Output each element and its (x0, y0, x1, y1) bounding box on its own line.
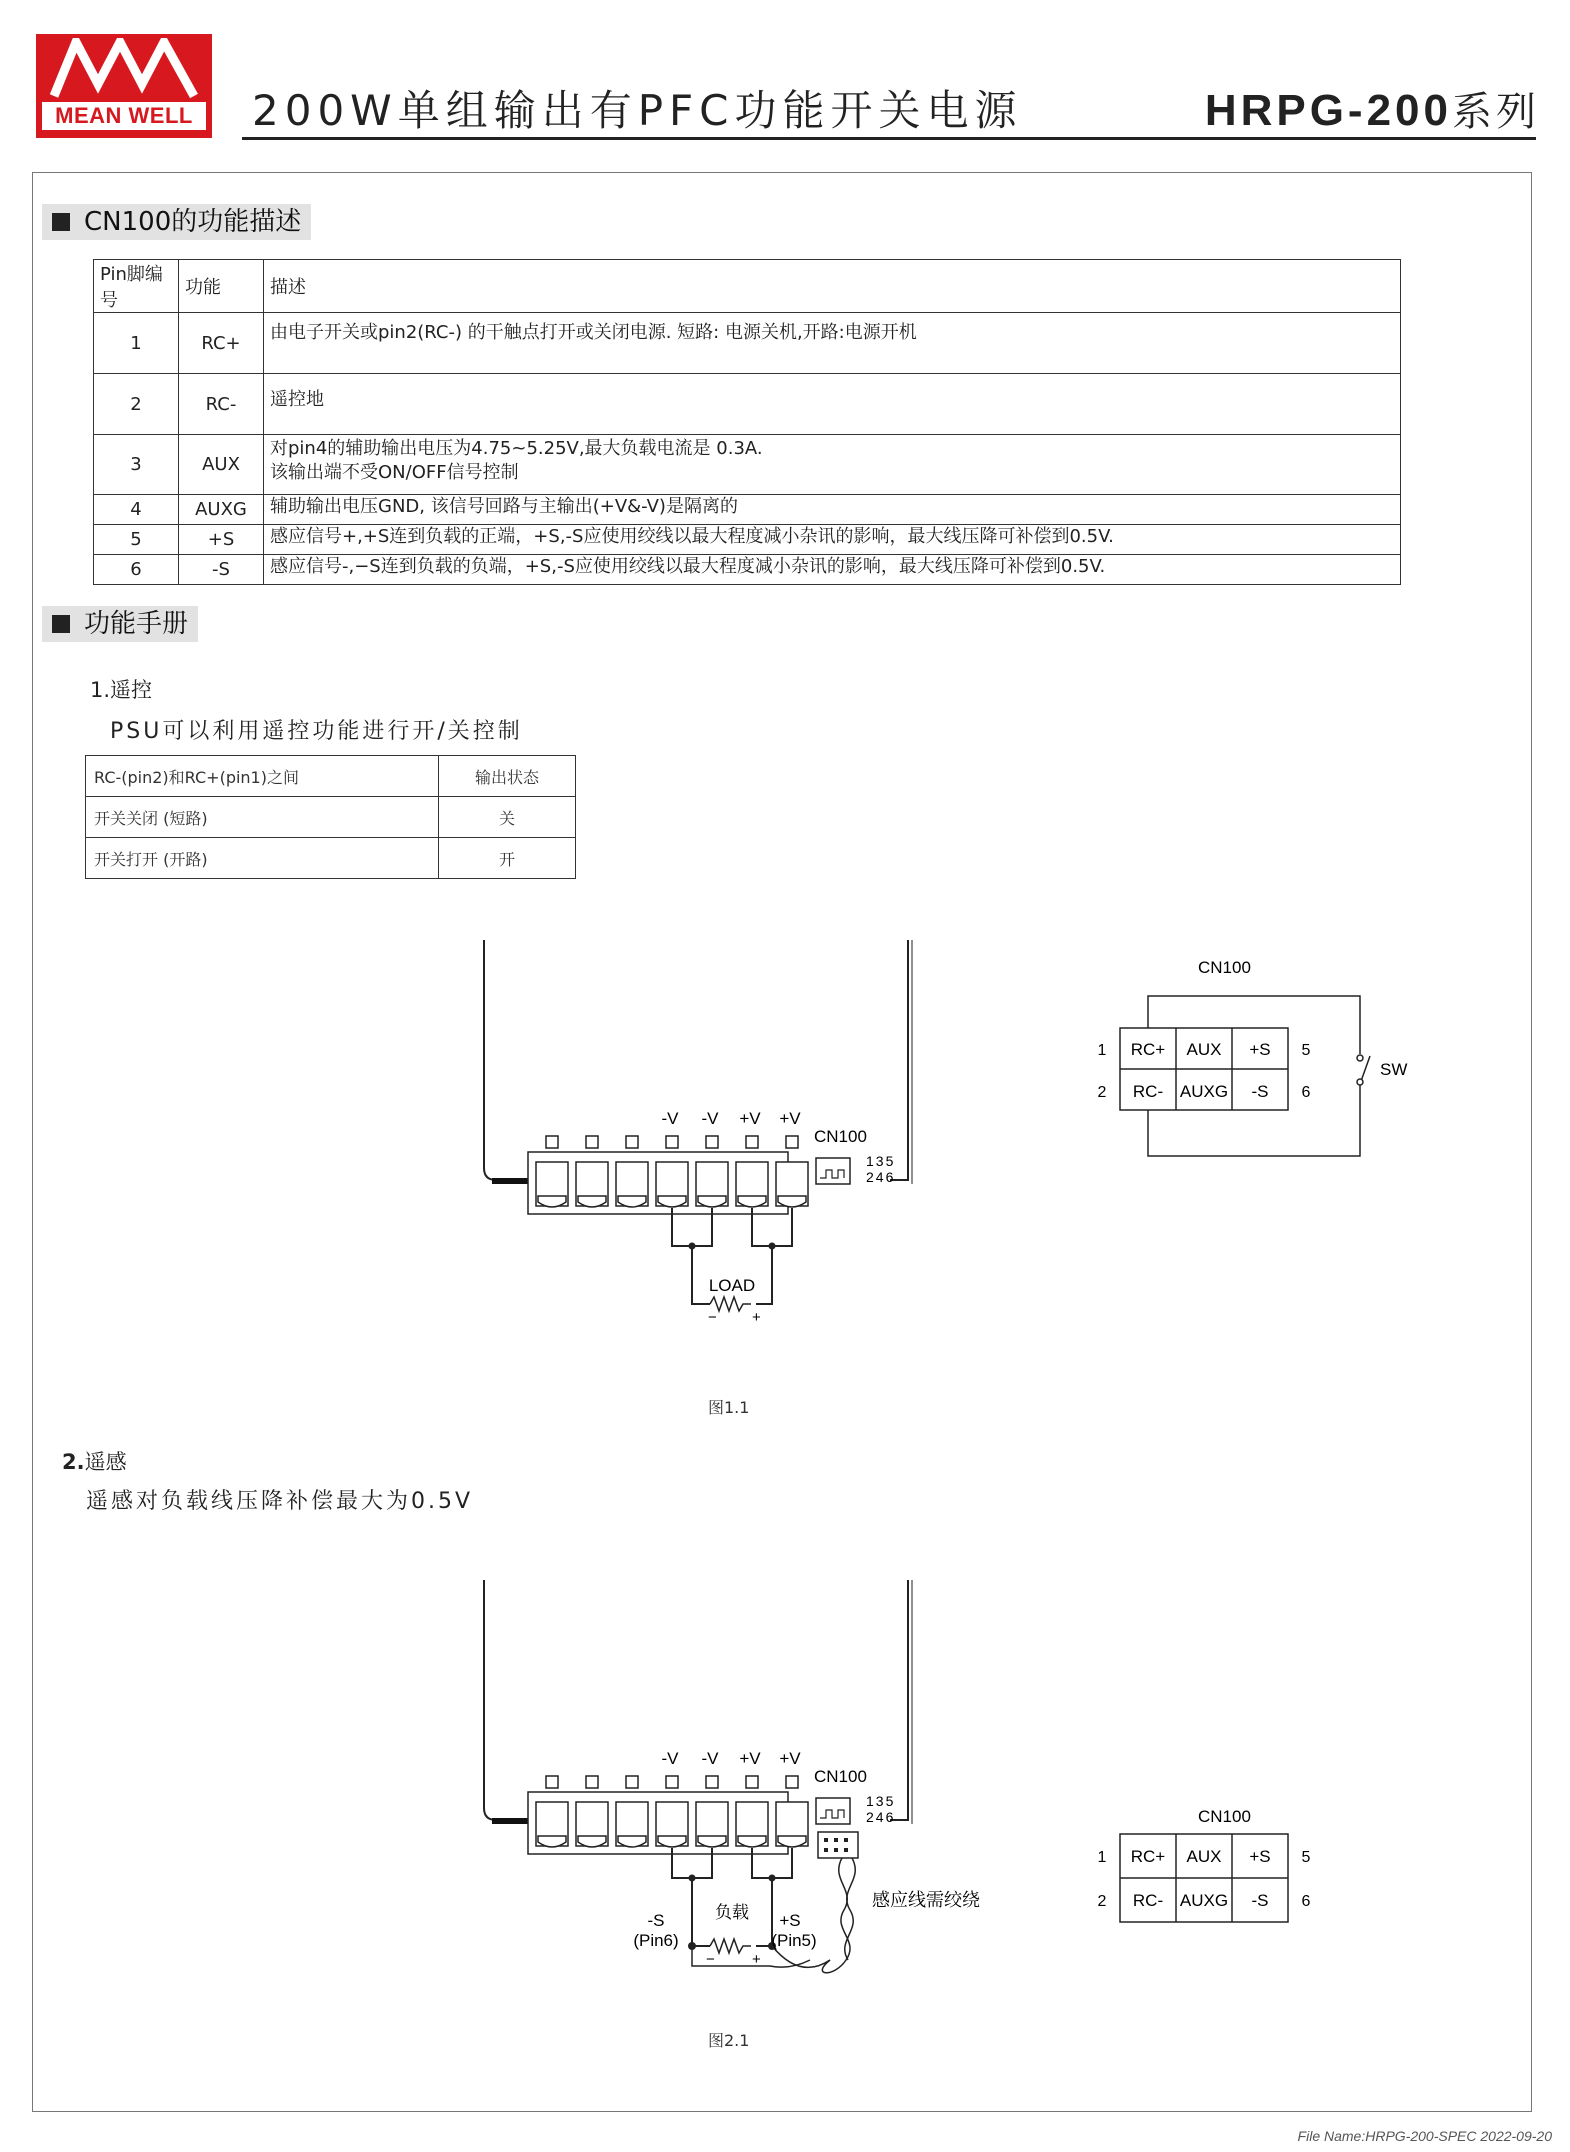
terminal-label: +V (779, 1109, 801, 1128)
pin-number: 5 (94, 525, 179, 555)
sense-plus-label: +S (779, 1911, 801, 1930)
column-header: 功能 (179, 260, 264, 313)
pin-description: 辅助输出电压GND, 该信号回路与主输出(+V&-V)是隔离的 (264, 495, 1401, 525)
load-plus: + (752, 1951, 761, 1968)
terminal-screws (536, 1136, 808, 1207)
table-row (94, 435, 1401, 495)
sense-plug (818, 1832, 858, 1858)
switch-condition: 开关打开 (开路) (86, 838, 439, 879)
cn100-switch-diagram (1090, 950, 1430, 1170)
pin-description: 对pin4的辅助输出电压为4.75~5.25V,最大负载电流是 0.3A. 该输出端不受ON/OFF信号控制 (264, 435, 1401, 495)
table-row (94, 313, 1401, 374)
pin-description: 感应信号+,+S连到负载的正端，+S,-S应使用绞线以最大程度减小杂讯的影响，最大线压降可补偿到0.5V. (264, 525, 1401, 555)
pin-number: 6 (94, 555, 179, 585)
switch-label: SW (1380, 1060, 1408, 1079)
pin-number: 2 (94, 374, 179, 435)
terminal-label: +V (739, 1109, 761, 1128)
load-label: 负载 (715, 1903, 749, 1922)
cn-pin-number: 1 (1097, 1849, 1107, 1866)
connector-label: CN100 (1198, 958, 1251, 977)
table-header-row (94, 260, 1401, 313)
cn-pin-number: 5 (1301, 1042, 1311, 1059)
cn-cell: +S (1249, 1040, 1271, 1059)
pin-description: 感应信号-,−S连到负载的负端，+S,-S应使用绞线以最大程度减小杂讯的影响，最大线压降可补偿到0.5V. (264, 555, 1401, 585)
remote-description: PSU可以利用遥控功能进行开/关控制 (110, 719, 523, 744)
switch-condition: 开关关闭 (短路) (86, 797, 439, 838)
brand-name: MEAN WELL (42, 102, 206, 130)
cn100-connector (816, 1158, 850, 1184)
cn-cell: AUXG (1179, 1891, 1229, 1910)
figure-caption: 图2.1 (708, 2031, 750, 2050)
connector-pins-bottom: 246 (866, 1809, 896, 1825)
table-row (94, 374, 1401, 435)
cn-cell: RC- (1132, 1082, 1164, 1101)
load-minus: − (708, 1309, 717, 1326)
table-header-row (86, 756, 576, 797)
pin-number: 4 (94, 495, 179, 525)
figure-2-1-remote-sense-diagram (470, 1580, 1030, 2000)
terminal-label: -V (701, 1749, 719, 1768)
pin-function: AUX (179, 435, 264, 495)
pin-function: +S (179, 525, 264, 555)
cn-cell: +S (1249, 1847, 1271, 1866)
cn100-pin-table (93, 259, 1401, 585)
cn-cell: AUX (1186, 1040, 1222, 1059)
sense-plus-pin: (Pin5) (771, 1931, 817, 1950)
table-row (86, 838, 576, 879)
section-heading-manual: 功能手册 (42, 606, 198, 642)
connector-pins-top: 135 (866, 1153, 896, 1169)
column-header: 描述 (264, 260, 1401, 313)
load-plus: + (752, 1309, 761, 1326)
section-heading-cn100: CN100的功能描述 (42, 204, 311, 240)
subsection-sense-heading: 2.遥感 (62, 1450, 127, 1474)
twist-note: 感应线需绞绕 (872, 1890, 980, 1911)
psu-case-left-edge (484, 940, 506, 1180)
cn-cell: RC+ (1130, 1040, 1166, 1059)
cn-cell: -S (1251, 1082, 1269, 1101)
output-state: 关 (439, 797, 576, 838)
terminal-block (528, 1776, 808, 1854)
remote-control-table (85, 755, 576, 879)
terminal-label: -V (701, 1109, 719, 1128)
connector-label: CN100 (814, 1767, 867, 1786)
header-rule (242, 137, 1536, 140)
sense-minus-pin: (Pin6) (633, 1931, 679, 1950)
connector-label: CN100 (814, 1127, 867, 1146)
cn-cell: AUXG (1179, 1082, 1229, 1101)
square-bullet-icon (52, 615, 70, 633)
pin-description: 由电子开关或pin2(RC-) 的干触点打开或关闭电源. 短路: 电源关机,开路:电源开机 (264, 313, 1401, 374)
terminal-label: -V (661, 1109, 679, 1128)
cn100-pinout-diagram (1090, 1800, 1350, 1930)
cn-pin-number: 2 (1097, 1084, 1107, 1101)
cn-cell: RC- (1132, 1891, 1164, 1910)
table-row (94, 525, 1401, 555)
terminal-label: +V (779, 1749, 801, 1768)
cn-cell: AUX (1186, 1847, 1222, 1866)
sense-minus-label: -S (647, 1911, 665, 1930)
load-wiring (672, 1208, 792, 1311)
cn-pin-number: 6 (1301, 1893, 1311, 1910)
pin-number: 3 (94, 435, 179, 495)
load-minus: − (706, 1951, 715, 1968)
pin-function: -S (179, 555, 264, 585)
cn-pin-number: 5 (1301, 1849, 1311, 1866)
cn-pin-number: 2 (1097, 1893, 1107, 1910)
sense-description: 遥感对负载线压降补偿最大为0.5V (86, 1489, 474, 1514)
cn-cell: -S (1251, 1891, 1269, 1910)
pin-function: RC+ (179, 313, 264, 374)
terminal-label: -V (661, 1749, 679, 1768)
square-bullet-icon (52, 213, 70, 231)
document-title: 200W单组输出有PFC功能开关电源 (252, 86, 1023, 135)
column-header: Pin脚编号 (94, 260, 179, 313)
terminal-label: +V (739, 1749, 761, 1768)
series-model: HRPG-200 (1204, 86, 1452, 135)
ground-lead (492, 1178, 528, 1184)
series-label (1205, 80, 1540, 137)
table-row (86, 797, 576, 838)
output-state: 开 (439, 838, 576, 879)
figure-caption: 图1.1 (708, 1398, 750, 1417)
column-header: 输出状态 (439, 756, 576, 797)
column-header: RC-(pin2)和RC+(pin1)之间 (86, 756, 439, 797)
footer-file-name: File Name:HRPG-200-SPEC 2022-09-20 (1297, 2128, 1552, 2144)
load-label: LOAD (708, 1276, 756, 1295)
cn-pin-number: 1 (1097, 1042, 1107, 1059)
table-row (94, 495, 1401, 525)
connector-label: CN100 (1198, 1807, 1251, 1826)
twisted-sense-wire (822, 1858, 855, 1973)
table-row (94, 555, 1401, 585)
pin-function: AUXG (179, 495, 264, 525)
pin-function: RC- (179, 374, 264, 435)
subsection-remote-heading: 1.遥控 (90, 678, 153, 702)
terminal-block (528, 1136, 808, 1214)
connector-pins-top: 135 (866, 1793, 896, 1809)
connector-pins-bottom: 246 (866, 1169, 896, 1185)
figure-1-1-wiring-diagram (470, 940, 930, 1340)
series-suffix: 系列 (1452, 89, 1540, 135)
mw-logo-mark (46, 38, 202, 100)
psu-case-right-edge (890, 940, 908, 1180)
cn-pin-number: 6 (1301, 1084, 1311, 1101)
pin-description: 遥控地 (264, 374, 1401, 435)
mean-well-logo (36, 34, 212, 138)
cn-cell: RC+ (1130, 1847, 1166, 1866)
pin-number: 1 (94, 313, 179, 374)
